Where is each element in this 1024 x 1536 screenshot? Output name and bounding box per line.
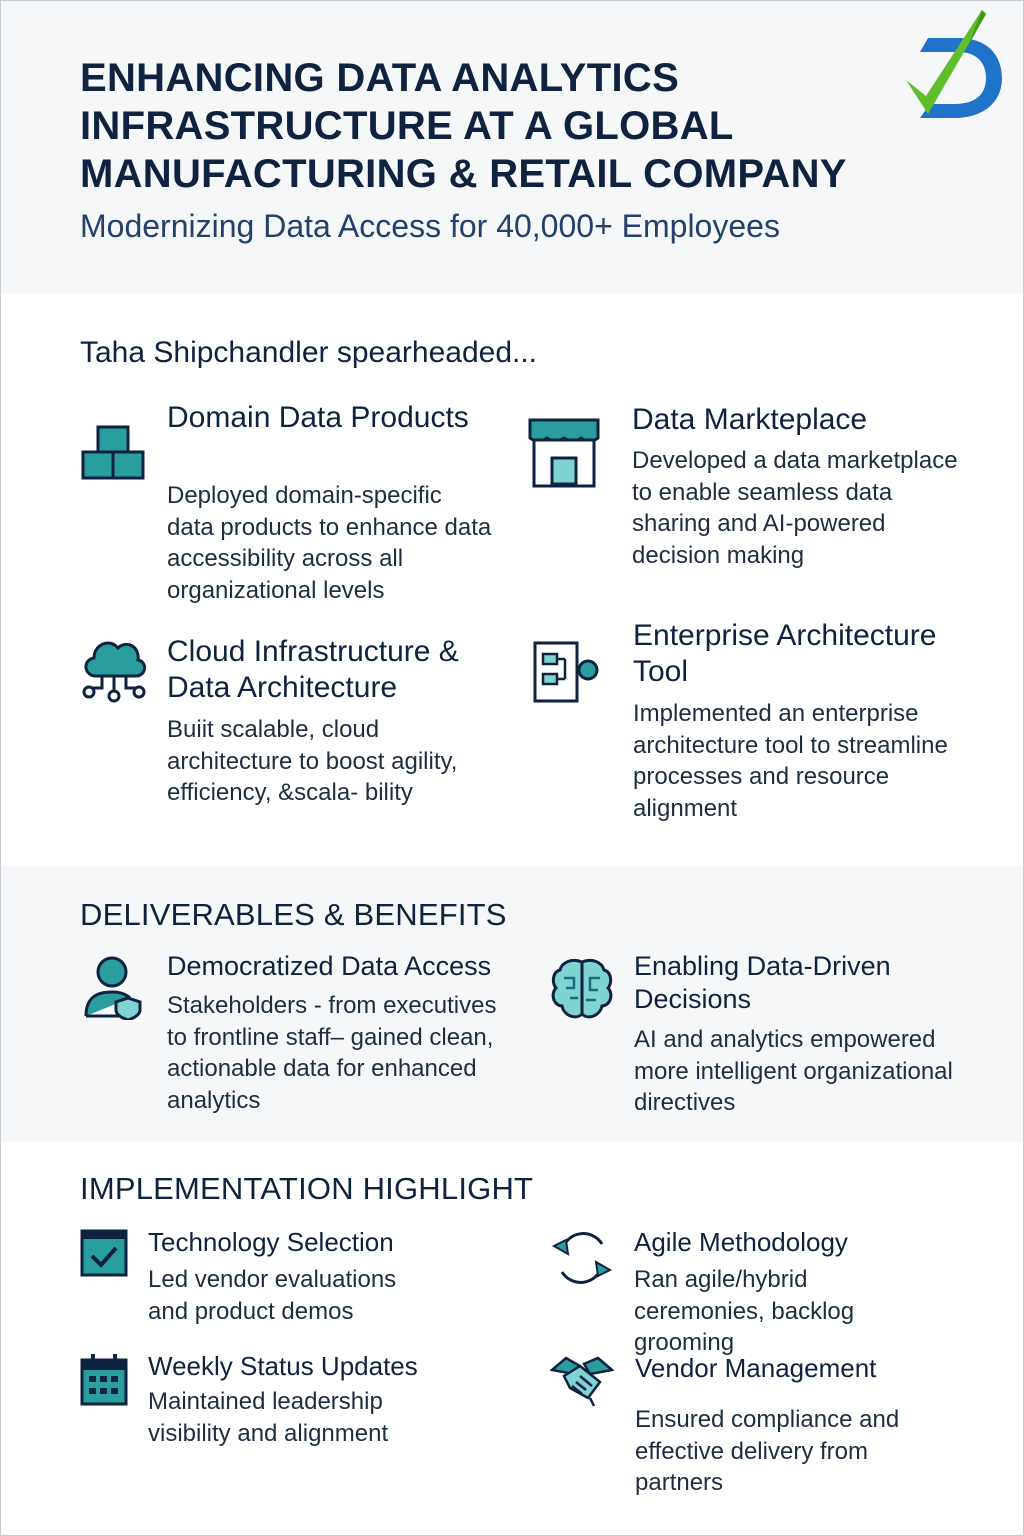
card-title: Data Markteplace [632, 403, 868, 436]
card-domain-data-products [80, 400, 500, 610]
handshake-icon [550, 1352, 614, 1410]
checkbox-icon [80, 1228, 128, 1278]
card-enterprise-architecture-tool [532, 618, 982, 828]
deliverables-heading: DELIVERABLES & BENEFITS [80, 897, 507, 932]
card-title: Enterprise Architecture Tool [633, 619, 937, 688]
card-vendor-management [550, 1352, 970, 1502]
card-description: Stakeholders - from executives to frontline staff– gained clean, actionable data for enhanced analytics [167, 992, 497, 1114]
card-title: Agile Methodology [634, 1227, 848, 1257]
card-description: Implemented an enterprise architecture tool to streamline processes and resource alignment [633, 700, 948, 822]
card-data-marketplace [526, 402, 976, 582]
intro-heading: Taha Shipchandler spearheaded... [80, 336, 538, 369]
card-democratized-data-access [80, 950, 530, 1120]
card-weekly-status-updates [80, 1350, 500, 1460]
implementation-heading: IMPLEMENTATION HIGHLIGHT [80, 1171, 534, 1206]
brain-circuit-icon [550, 956, 616, 1022]
card-title: Weekly Status Updates [148, 1351, 418, 1381]
card-agile-methodology [552, 1226, 972, 1366]
cycle-arrows-icon [552, 1228, 612, 1288]
card-description: Ran agile/hybrid ceremonies, backlog grooming [634, 1266, 855, 1356]
card-title: Enabling Data-Driven Decisions [634, 951, 891, 1014]
card-description: Buiit scalable, cloud architecture to boost agility, efficiency, &scala- bility [167, 716, 458, 806]
card-data-driven-decisions [550, 950, 970, 1120]
card-description: Developed a data marketplace to enable seamless data sharing and AI-powered decision making [632, 447, 958, 569]
card-description: Maintained leadership visibility and alignment [148, 1388, 389, 1447]
blocks-icon [80, 424, 146, 482]
card-title: Technology Selection [148, 1227, 394, 1257]
storefront-icon [526, 416, 602, 490]
card-technology-selection [80, 1226, 500, 1336]
card-title: Vendor Management [635, 1353, 877, 1383]
card-title: Cloud Infrastructure & Data Architecture [167, 635, 459, 704]
card-description: Ensured compliance and effective delivery from partners [635, 1406, 900, 1496]
card-description: AI and analytics empowered more intelligent organizational directives [634, 1026, 953, 1116]
card-title: Democratized Data Access [167, 951, 492, 981]
page-subtitle: Modernizing Data Access for 40,000+ Employees [80, 208, 780, 244]
card-description: Deployed domain-specific data products to enhance data accessibility across all organizational levels [167, 482, 492, 604]
card-cloud-infrastructure [80, 634, 500, 844]
card-title: Domain Data Products [167, 401, 469, 434]
cloud-network-icon [80, 634, 148, 704]
card-description: Led vendor evaluations and product demos [148, 1266, 397, 1325]
page-title: ENHANCING DATA ANALYTICS INFRASTRUCTURE AT A GLOBAL MANUFACTURING & RETAIL COMPANY [80, 56, 847, 196]
calendar-icon [80, 1352, 128, 1406]
architecture-board-icon [532, 640, 604, 706]
user-shield-icon [80, 954, 146, 1020]
